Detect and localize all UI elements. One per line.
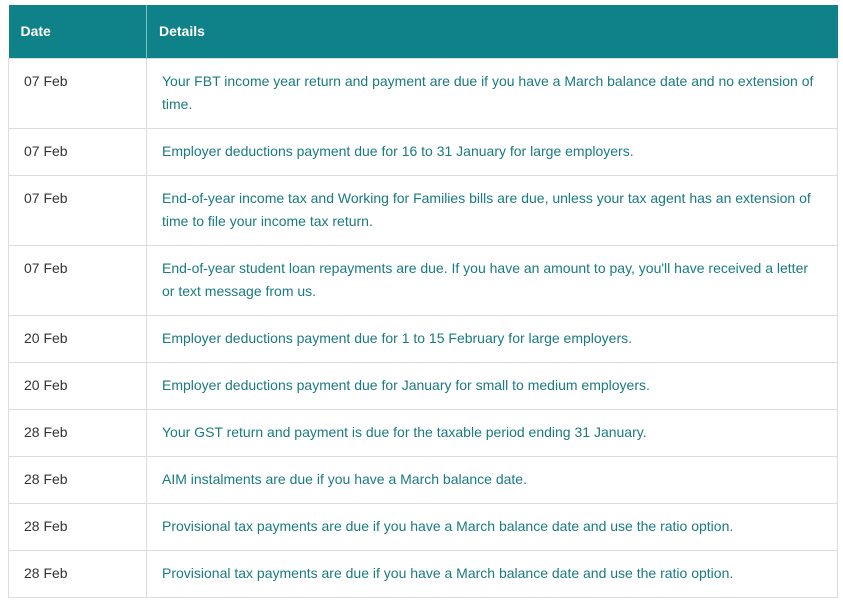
column-header-date: Date: [9, 5, 147, 58]
row-date: 28 Feb: [9, 456, 147, 503]
header-row: [9, 5, 838, 58]
table-body: [9, 58, 838, 597]
due-dates-table: [8, 5, 838, 598]
row-date: 07 Feb: [9, 128, 147, 175]
row-details: Employer deductions payment due for January for small to medium employers.: [147, 362, 838, 409]
row-details: End-of-year income tax and Working for Families bills are due, unless your tax agent has an extension of time to file your income tax return.: [147, 175, 838, 245]
row-date: 07 Feb: [9, 175, 147, 245]
row-date: 07 Feb: [9, 58, 147, 128]
row-date: 28 Feb: [9, 503, 147, 550]
row-details: Your GST return and payment is due for the taxable period ending 31 January.: [147, 409, 838, 456]
table-row: [9, 175, 838, 245]
due-dates-table-container: [8, 5, 837, 598]
table-row: [9, 456, 838, 503]
row-date: 28 Feb: [9, 550, 147, 597]
row-date: 20 Feb: [9, 362, 147, 409]
table-row: [9, 128, 838, 175]
table-row: [9, 409, 838, 456]
table-row: [9, 315, 838, 362]
table-row: [9, 550, 838, 597]
table-row: [9, 362, 838, 409]
row-details: Employer deductions payment due for 1 to 15 February for large employers.: [147, 315, 838, 362]
row-date: 07 Feb: [9, 245, 147, 315]
column-header-details: Details: [147, 5, 838, 58]
table-row: [9, 58, 838, 128]
row-details: Your FBT income year return and payment are due if you have a March balance date and no extension of time.: [147, 58, 838, 128]
row-date: 28 Feb: [9, 409, 147, 456]
table-header: [9, 5, 838, 58]
table-row: [9, 503, 838, 550]
row-details: End-of-year student loan repayments are due. If you have an amount to pay, you'll have received a letter or text message from us.: [147, 245, 838, 315]
row-date: 20 Feb: [9, 315, 147, 362]
table-row: [9, 245, 838, 315]
row-details: Provisional tax payments are due if you have a March balance date and use the ratio option.: [147, 550, 838, 597]
row-details: Employer deductions payment due for 16 to 31 January for large employers.: [147, 128, 838, 175]
row-details: AIM instalments are due if you have a March balance date.: [147, 456, 838, 503]
row-details: Provisional tax payments are due if you have a March balance date and use the ratio option.: [147, 503, 838, 550]
